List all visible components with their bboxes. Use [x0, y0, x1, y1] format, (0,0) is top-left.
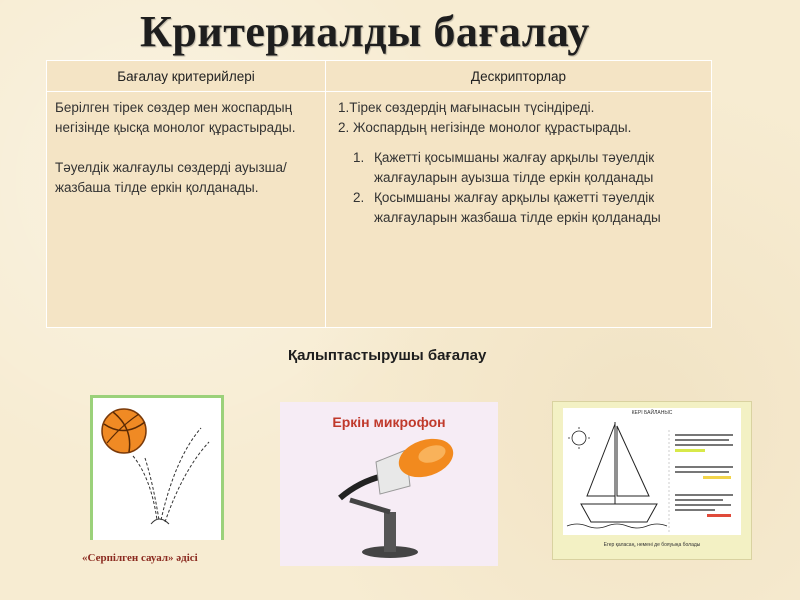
header-descriptors: Дескрипторлар	[326, 61, 712, 92]
page-title: Критериалды бағалау	[140, 7, 590, 56]
feedback-card-inner	[563, 408, 741, 535]
sailboat-icon	[563, 408, 741, 535]
list-item: 2. Қосымшаны жалғау арқылы қажетті тәуелдік жалғауларын жазбаша тілде еркін қолданады	[368, 188, 703, 228]
bouncing-ball-image	[90, 395, 224, 540]
list-item: 1. Қажетті қосымшаны жалғау арқылы тәуелдік жалғауларын ауызша тілде еркін қолданады	[368, 148, 703, 188]
header-criteria: Бағалау критерийлері	[47, 61, 326, 92]
feedback-card-title: КЕРІ БАЙЛАНЫС	[631, 410, 673, 416]
section-subtitle: Қалыптастырушы бағалау	[288, 347, 487, 364]
table-header-row	[47, 61, 712, 92]
method-caption: «Серпілген сауал» әдісі	[82, 552, 198, 564]
descriptors-cell	[326, 92, 712, 328]
table-row	[47, 92, 712, 328]
criterion-1: Берілген тірек сөздер мен жоспардың негізінде қысқа монолог құрастырады.	[55, 100, 296, 135]
descriptor-1: 1.Тірек сөздердің мағынасын түсіндіреді.	[338, 100, 595, 115]
criteria-cell	[47, 92, 326, 328]
feedback-card-image	[552, 401, 752, 560]
microphone-image	[280, 402, 498, 566]
criteria-table	[46, 60, 712, 328]
criterion-2: Тәуелдік жалғаулы сөздерді ауызша/жазбаша тілде еркін қолданады.	[55, 160, 287, 195]
feedback-card-footer: Егер қаласаң, немені де бояуыңа болады	[603, 542, 701, 548]
descriptor-list	[334, 148, 703, 228]
basketball-icon	[93, 398, 221, 540]
descriptor-2: 2. Жоспардың негізінде монолог құрастырады.	[338, 120, 632, 135]
microphone-label: Еркін микрофон	[332, 414, 446, 430]
